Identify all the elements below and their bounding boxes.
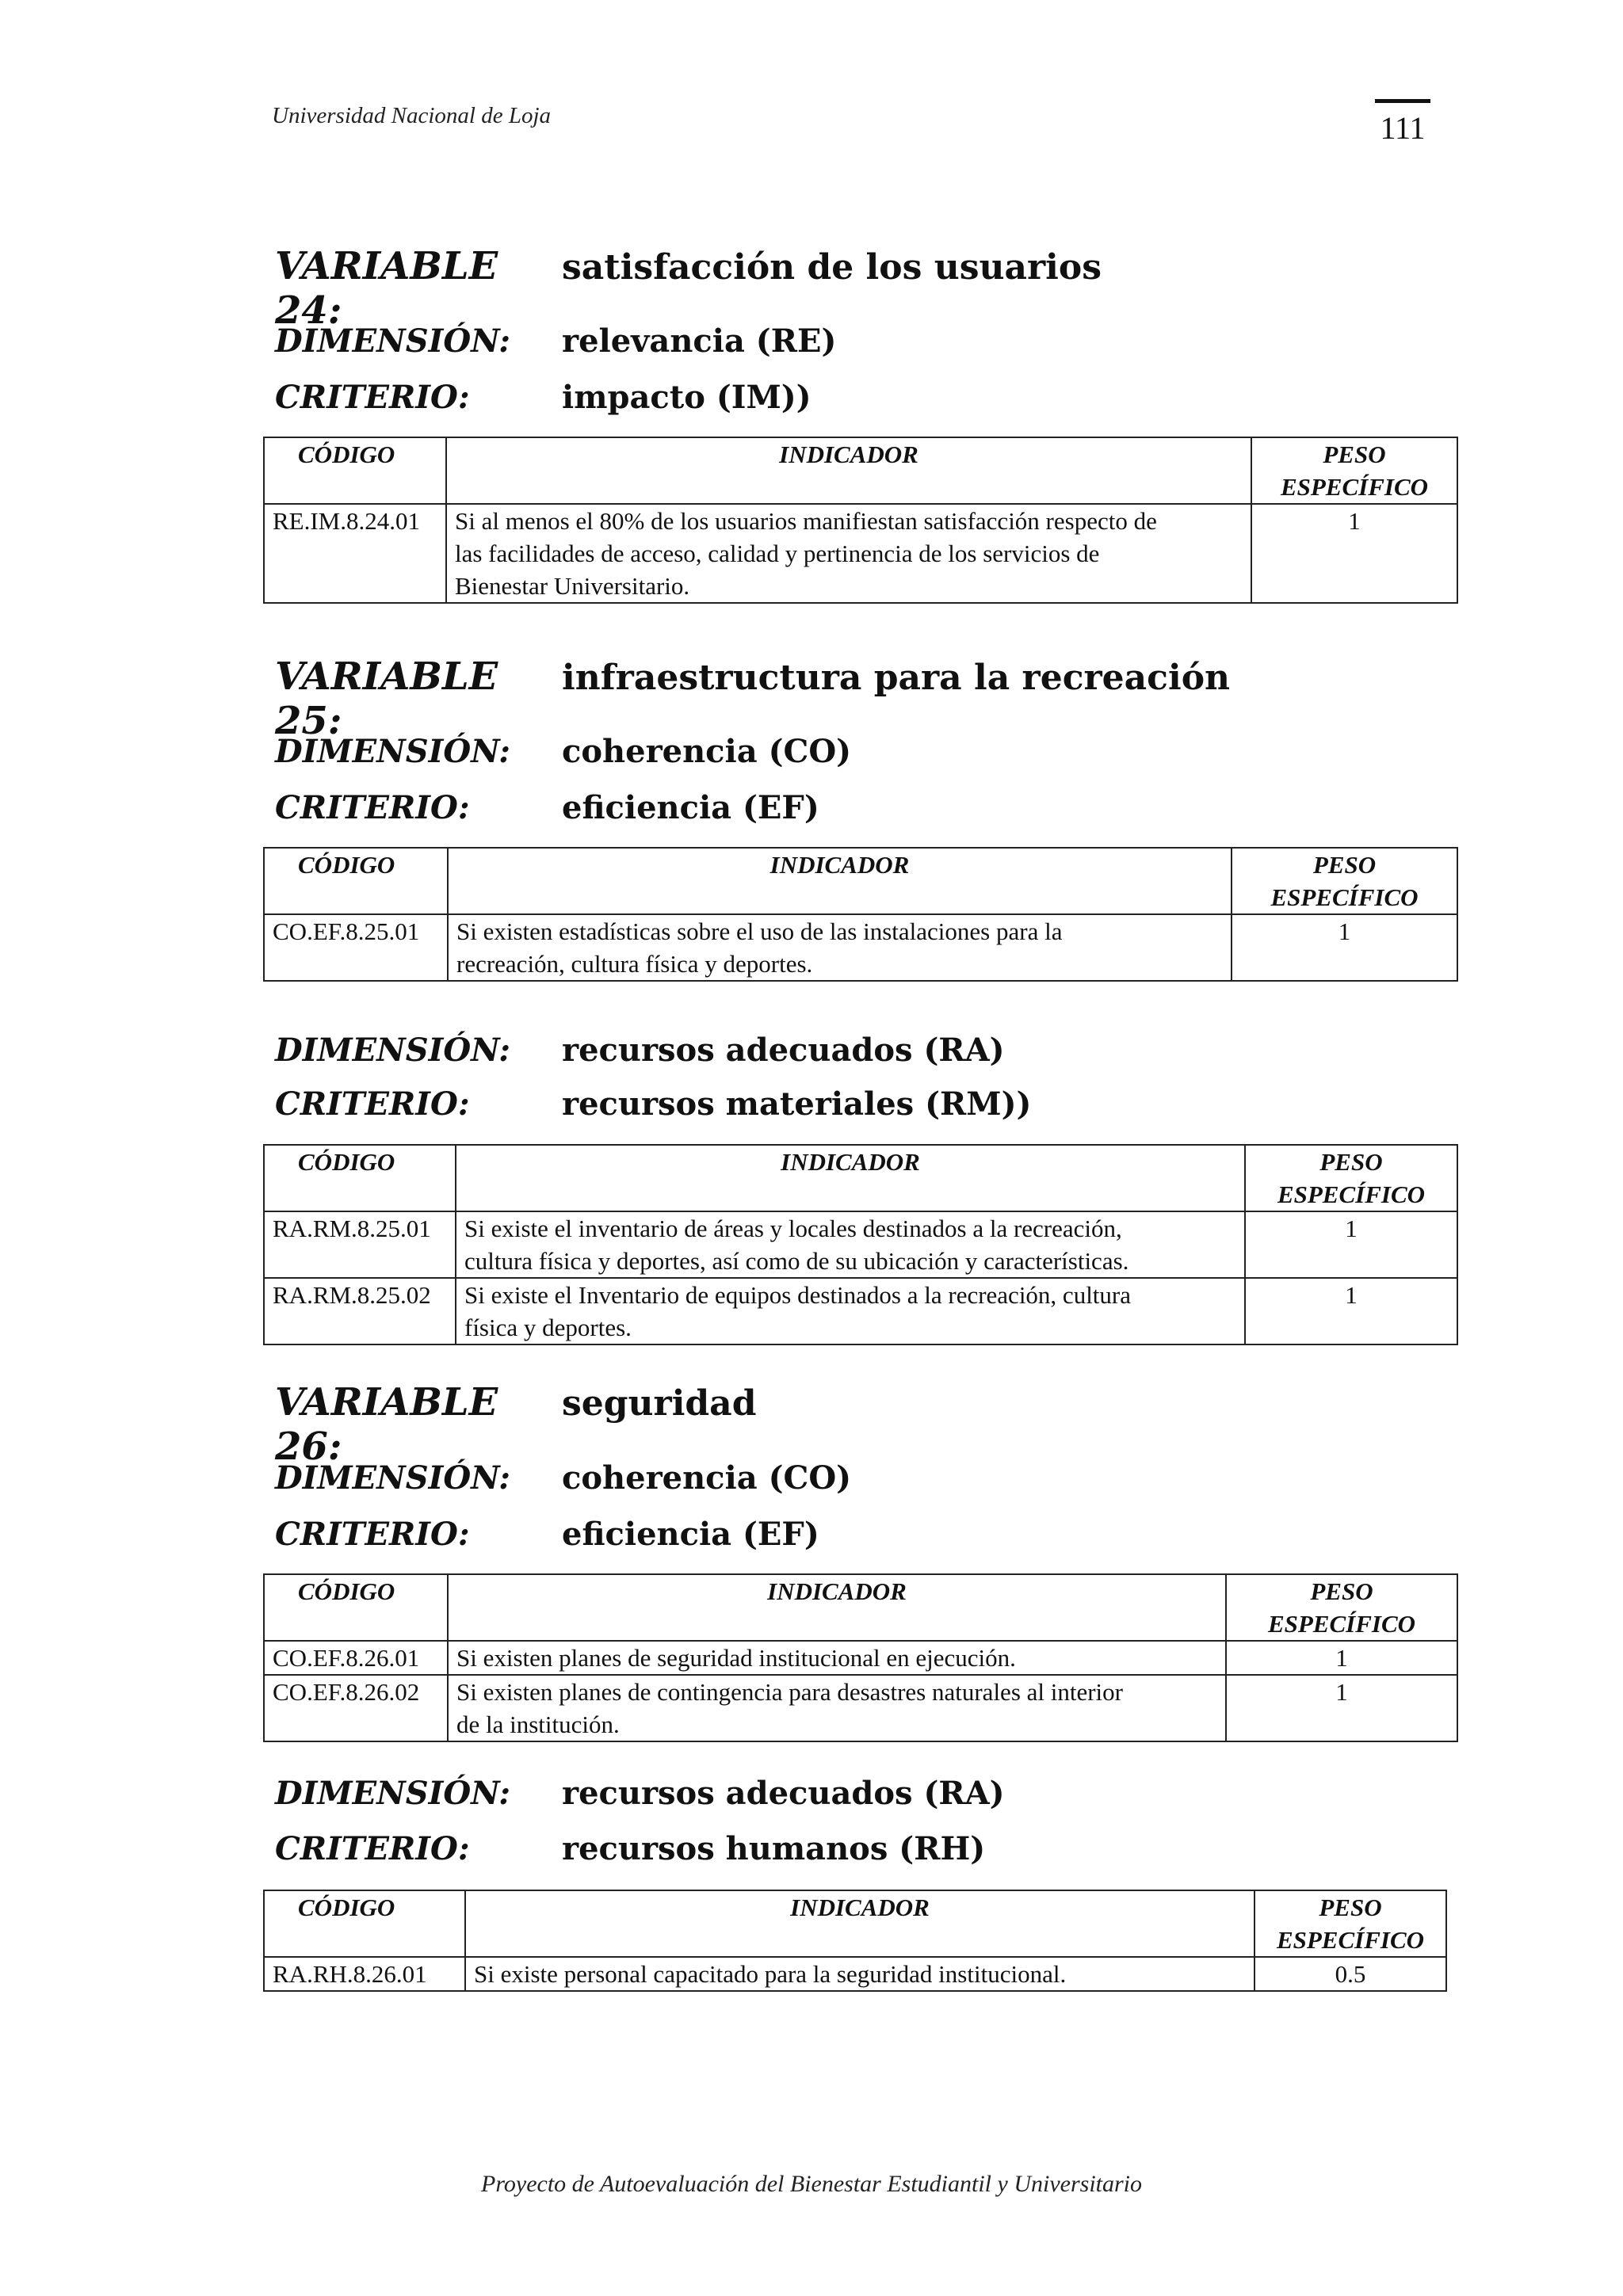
col-indicador: INDICADOR	[446, 437, 1251, 504]
peso-cell: 1	[1251, 504, 1457, 603]
col-codigo: CÓDIGO	[264, 1145, 456, 1211]
criterio-line	[275, 1516, 819, 1553]
table-row	[264, 1641, 1457, 1675]
dimension-value: recursos adecuados (RA)	[562, 1032, 1005, 1069]
dimension-value: coherencia (CO)	[562, 1459, 852, 1497]
col-codigo: CÓDIGO	[264, 437, 446, 504]
table-row	[264, 914, 1457, 981]
col-codigo: CÓDIGO	[264, 848, 448, 914]
indicator-cell: Si existen planes de seguridad institucional en ejecución.	[448, 1641, 1226, 1675]
peso-cell: 1	[1245, 1278, 1457, 1344]
code-cell: RA.RM.8.25.02	[264, 1278, 456, 1344]
table-row	[264, 1957, 1446, 1991]
dimension-label: DIMENSIÓN:	[275, 1459, 511, 1497]
code-cell: CO.EF.8.26.01	[264, 1641, 448, 1675]
criterio-value: impacto (IM))	[562, 379, 812, 416]
page-footer: Proyecto de Autoevaluación del Bienestar Estudiantil y Universitario	[481, 2171, 1142, 2197]
dimension-label: DIMENSIÓN:	[275, 322, 511, 360]
peso-cell: 0.5	[1254, 1957, 1446, 1991]
criterio-label: CRITERIO:	[275, 379, 470, 416]
table-row	[264, 1211, 1457, 1278]
dimension-line	[275, 322, 836, 360]
col-peso: PESO ESPECÍFICO	[1245, 1145, 1457, 1211]
peso-cell: 1	[1226, 1641, 1457, 1675]
indicator-cell: Si al menos el 80% de los usuarios manifiestan satisfacción respecto de las facilidades de acceso, calidad y pertinencia de los servicios de Bienestar Universitario.	[446, 504, 1251, 603]
indicator-cell: Si existen estadísticas sobre el uso de las instalaciones para la recreación, cultura física y deportes.	[448, 914, 1232, 981]
dimension-label: DIMENSIÓN:	[275, 733, 511, 770]
variable-name: infraestructura para la recreación	[562, 658, 1231, 698]
code-cell: CO.EF.8.25.01	[264, 914, 448, 981]
table-row	[264, 1278, 1457, 1344]
variable-25-heading	[275, 654, 1230, 743]
criterio-line	[275, 379, 812, 416]
indicator-table-v24	[263, 437, 1458, 604]
variable-name: satisfacción de los usuarios	[562, 247, 1102, 288]
table-header-row	[264, 848, 1457, 914]
criterio-value: recursos materiales (RM))	[562, 1085, 1032, 1123]
col-peso: PESO ESPECÍFICO	[1226, 1574, 1457, 1641]
dimension-label: DIMENSIÓN:	[275, 1775, 511, 1812]
col-codigo: CÓDIGO	[264, 1574, 448, 1641]
indicator-table-v25-rm	[263, 1144, 1458, 1345]
criterio-label: CRITERIO:	[275, 1830, 470, 1867]
dimension-label: DIMENSIÓN:	[275, 1032, 511, 1069]
dimension-line	[275, 1459, 851, 1497]
table-row	[264, 504, 1457, 603]
col-peso: PESO ESPECÍFICO	[1251, 437, 1457, 504]
indicator-table-v26-rh	[263, 1890, 1447, 1992]
criterio-value: recursos humanos (RH)	[562, 1830, 986, 1867]
col-indicador: INDICADOR	[448, 1574, 1226, 1641]
code-cell: RA.RM.8.25.01	[264, 1211, 456, 1278]
dimension-line	[275, 733, 851, 770]
indicator-cell: Si existe el inventario de áreas y locales destinados a la recreación, cultura física y deportes, así como de su ubicación y características.	[456, 1211, 1245, 1278]
code-cell: CO.EF.8.26.02	[264, 1675, 448, 1741]
indicator-cell: Si existe personal capacitado para la seguridad institucional.	[465, 1957, 1254, 1991]
running-header: Universidad Nacional de Loja	[272, 103, 552, 128]
page-number: 111	[1375, 99, 1430, 147]
variable-label: VARIABLE 25:	[275, 654, 498, 743]
peso-cell: 1	[1245, 1211, 1457, 1278]
indicator-cell: Si existen planes de contingencia para desastres naturales al interior de la institución.	[448, 1675, 1226, 1741]
col-indicador: INDICADOR	[448, 848, 1232, 914]
col-indicador: INDICADOR	[465, 1890, 1254, 1957]
col-peso: PESO ESPECÍFICO	[1254, 1890, 1446, 1957]
criterio-label: CRITERIO:	[275, 1516, 470, 1553]
criterio-value: eficiencia (EF)	[562, 1516, 819, 1553]
criterio-value: eficiencia (EF)	[562, 789, 819, 826]
dimension-value: coherencia (CO)	[562, 733, 852, 770]
criterio-label: CRITERIO:	[275, 1085, 470, 1123]
table-header-row	[264, 1890, 1446, 1957]
variable-24-heading	[275, 244, 1102, 333]
dimension-line	[275, 1775, 1005, 1812]
col-codigo: CÓDIGO	[264, 1890, 465, 1957]
peso-cell: 1	[1232, 914, 1457, 981]
peso-cell: 1	[1226, 1675, 1457, 1741]
table-header-row	[264, 1145, 1457, 1211]
variable-name: seguridad	[562, 1383, 757, 1424]
table-row	[264, 1675, 1457, 1741]
indicator-table-v26-ef	[263, 1573, 1458, 1742]
dimension-line	[275, 1032, 1005, 1069]
indicator-table-v25-ef	[263, 847, 1458, 982]
indicator-cell: Si existe el Inventario de equipos destinados a la recreación, cultura física y deportes.	[456, 1278, 1245, 1344]
col-indicador: INDICADOR	[456, 1145, 1245, 1211]
col-peso: PESO ESPECÍFICO	[1232, 848, 1457, 914]
criterio-line	[275, 1085, 1031, 1123]
variable-label: VARIABLE 24:	[275, 244, 498, 333]
code-cell: RE.IM.8.24.01	[264, 504, 446, 603]
table-header-row	[264, 1574, 1457, 1641]
code-cell: RA.RH.8.26.01	[264, 1957, 465, 1991]
criterio-line	[275, 789, 819, 826]
criterio-label: CRITERIO:	[275, 789, 470, 826]
criterio-line	[275, 1830, 985, 1867]
dimension-value: relevancia (RE)	[562, 322, 837, 360]
table-header-row	[264, 437, 1457, 504]
variable-label: VARIABLE 26:	[275, 1380, 498, 1469]
dimension-value: recursos adecuados (RA)	[562, 1775, 1005, 1812]
variable-26-heading	[275, 1380, 756, 1469]
